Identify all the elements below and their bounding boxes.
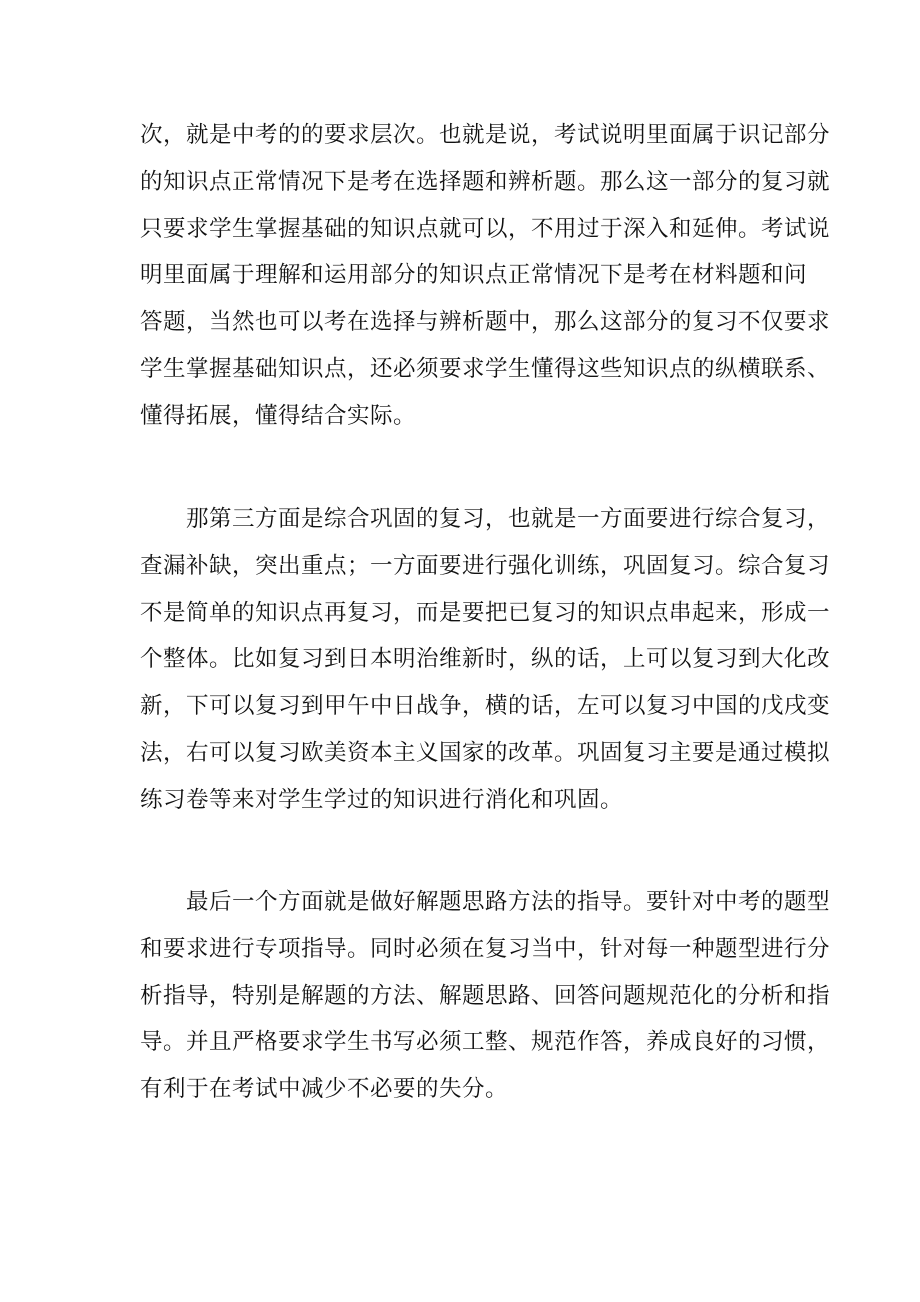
paragraph-line: 练习卷等来对学生学过的知识进行消化和巩固。 [140,786,624,813]
paragraph-line: 查漏补缺，突出重点；一方面要进行强化训练，巩固复习。综合复习 [140,552,831,579]
paragraph-3 [140,879,831,1113]
paragraph-line: 新，下可以复习到甲午中日战争，横的话，左可以复习中国的戊戌变 [140,693,831,720]
paragraph-line: 有利于在考试中减少不必要的失分。 [140,1076,509,1103]
paragraph-line: 不是简单的知识点再复习，而是要把已复习的知识点串起来，形成一 [140,599,831,626]
paragraph-line: 明里面属于理解和运用部分的知识点正常情况下是考在材料题和问 [140,262,808,289]
paragraph-line: 那第三方面是综合巩固的复习，也就是一方面要进行综合复习， [140,506,831,532]
paragraph-line: 最后一个方面就是做好解题思路方法的指导。要针对中考的题型 [140,889,831,915]
paragraph-line: 个整体。比如复习到日本明治维新时，纵的话，上可以复习到大化改 [140,646,831,673]
paragraph-1 [140,112,831,440]
paragraph-line: 析指导，特别是解题的方法、解题思路、回答问题规范化的分析和指 [140,982,831,1009]
paragraph-line: 和要求进行专项指导。同时必须在复习当中，针对每一种题型进行分 [140,935,831,962]
paragraph-line: 学生掌握基础知识点，还必须要求学生懂得这些知识点的纵横联系、 [140,355,831,382]
paragraph-line: 的知识点正常情况下是考在选择题和辨析题。那么这一部分的复习就 [140,168,831,195]
paragraph-line: 法，右可以复习欧美资本主义国家的改革。巩固复习主要是通过模拟 [140,739,831,766]
paragraph-line: 导。并且严格要求学生书写必须工整、规范作答，养成良好的习惯， [140,1029,831,1056]
paragraph-line: 只要求学生掌握基础的知识点就可以，不用过于深入和延伸。考试说 [140,215,831,242]
paragraph-line: 懂得拓展，懂得结合实际。 [140,402,417,429]
paragraph-line: 答题，当然也可以考在选择与辨析题中，那么这部分的复习不仅要求 [140,309,831,336]
paragraph-line: 次，就是中考的的要求层次。也就是说，考试说明里面属于识记部分 [140,122,831,148]
paragraph-2 [140,496,831,824]
